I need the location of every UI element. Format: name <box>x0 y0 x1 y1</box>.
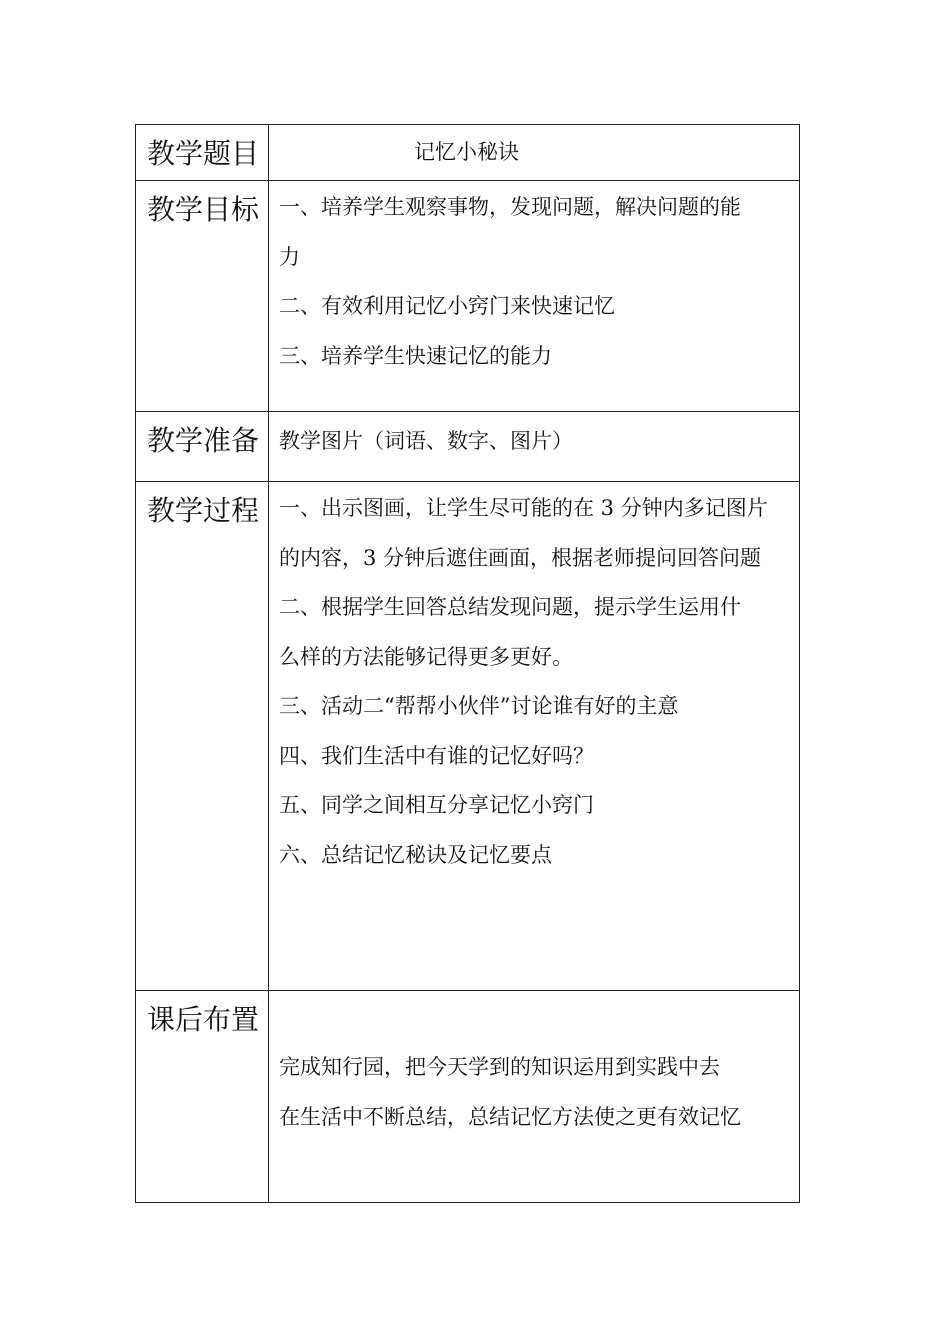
goals-body <box>269 181 799 381</box>
process-line: 三、活动二“帮帮小伙伴”讨论谁有好的主意 <box>279 694 679 718</box>
row-title <box>136 125 800 181</box>
lesson-plan-table <box>135 124 800 1203</box>
row-goals <box>136 181 800 412</box>
cell-process-body <box>269 482 800 991</box>
goal-line: 一、培养学生观察事物，发现问题，解决问题的能 <box>279 195 741 219</box>
process-line: 二、根据学生回答总结发现问题，提示学生运用什 <box>279 595 741 619</box>
preparation-label: 教学准备 <box>147 424 260 457</box>
process-line: 六、总结记忆秘诀及记忆要点 <box>279 842 552 867</box>
goal-line: 三、培养学生快速记忆的能力 <box>279 343 552 368</box>
cell-title-label <box>136 125 269 181</box>
process-body <box>269 482 799 880</box>
cell-goals-body <box>269 181 800 412</box>
goal-line: 力 <box>279 244 300 269</box>
row-homework <box>136 991 800 1203</box>
cell-preparation-label <box>136 412 269 482</box>
homework-line: 在生活中不断总结，总结记忆方法使之更有效记忆 <box>279 1105 741 1129</box>
title-value: 记忆小秘诀 <box>414 140 519 164</box>
process-line: 的内容，3 分钟后遮住画面，根据老师提问回答问题 <box>279 545 762 570</box>
cell-title-value <box>269 125 800 181</box>
process-line: 四、我们生活中有谁的记忆好吗？ <box>279 743 594 768</box>
cell-process-label <box>136 482 269 991</box>
cell-homework-body <box>269 991 800 1203</box>
preparation-body <box>269 412 799 462</box>
title-label: 教学题目 <box>147 137 260 170</box>
process-line: 五、同学之间相互分享记忆小窍门 <box>279 793 594 817</box>
process-line: 么样的方法能够记得更多更好。 <box>279 644 573 669</box>
row-preparation <box>136 412 800 482</box>
cell-preparation-body <box>269 412 800 482</box>
cell-homework-label <box>136 991 269 1203</box>
process-line: 一、出示图画，让学生尽可能的在 3 分钟内多记图片 <box>279 496 768 520</box>
homework-line: 完成知行园，把今天学到的知识运用到实践中去 <box>279 1055 720 1079</box>
cell-goals-label <box>136 181 269 412</box>
homework-label: 课后布置 <box>147 1003 260 1036</box>
goals-label: 教学目标 <box>147 193 260 226</box>
process-label: 教学过程 <box>147 494 260 527</box>
homework-body <box>269 991 799 1142</box>
row-process <box>136 482 800 991</box>
goal-line: 二、有效利用记忆小窍门来快速记忆 <box>279 294 615 318</box>
preparation-line: 教学图片（词语、数字、图片） <box>279 429 573 453</box>
